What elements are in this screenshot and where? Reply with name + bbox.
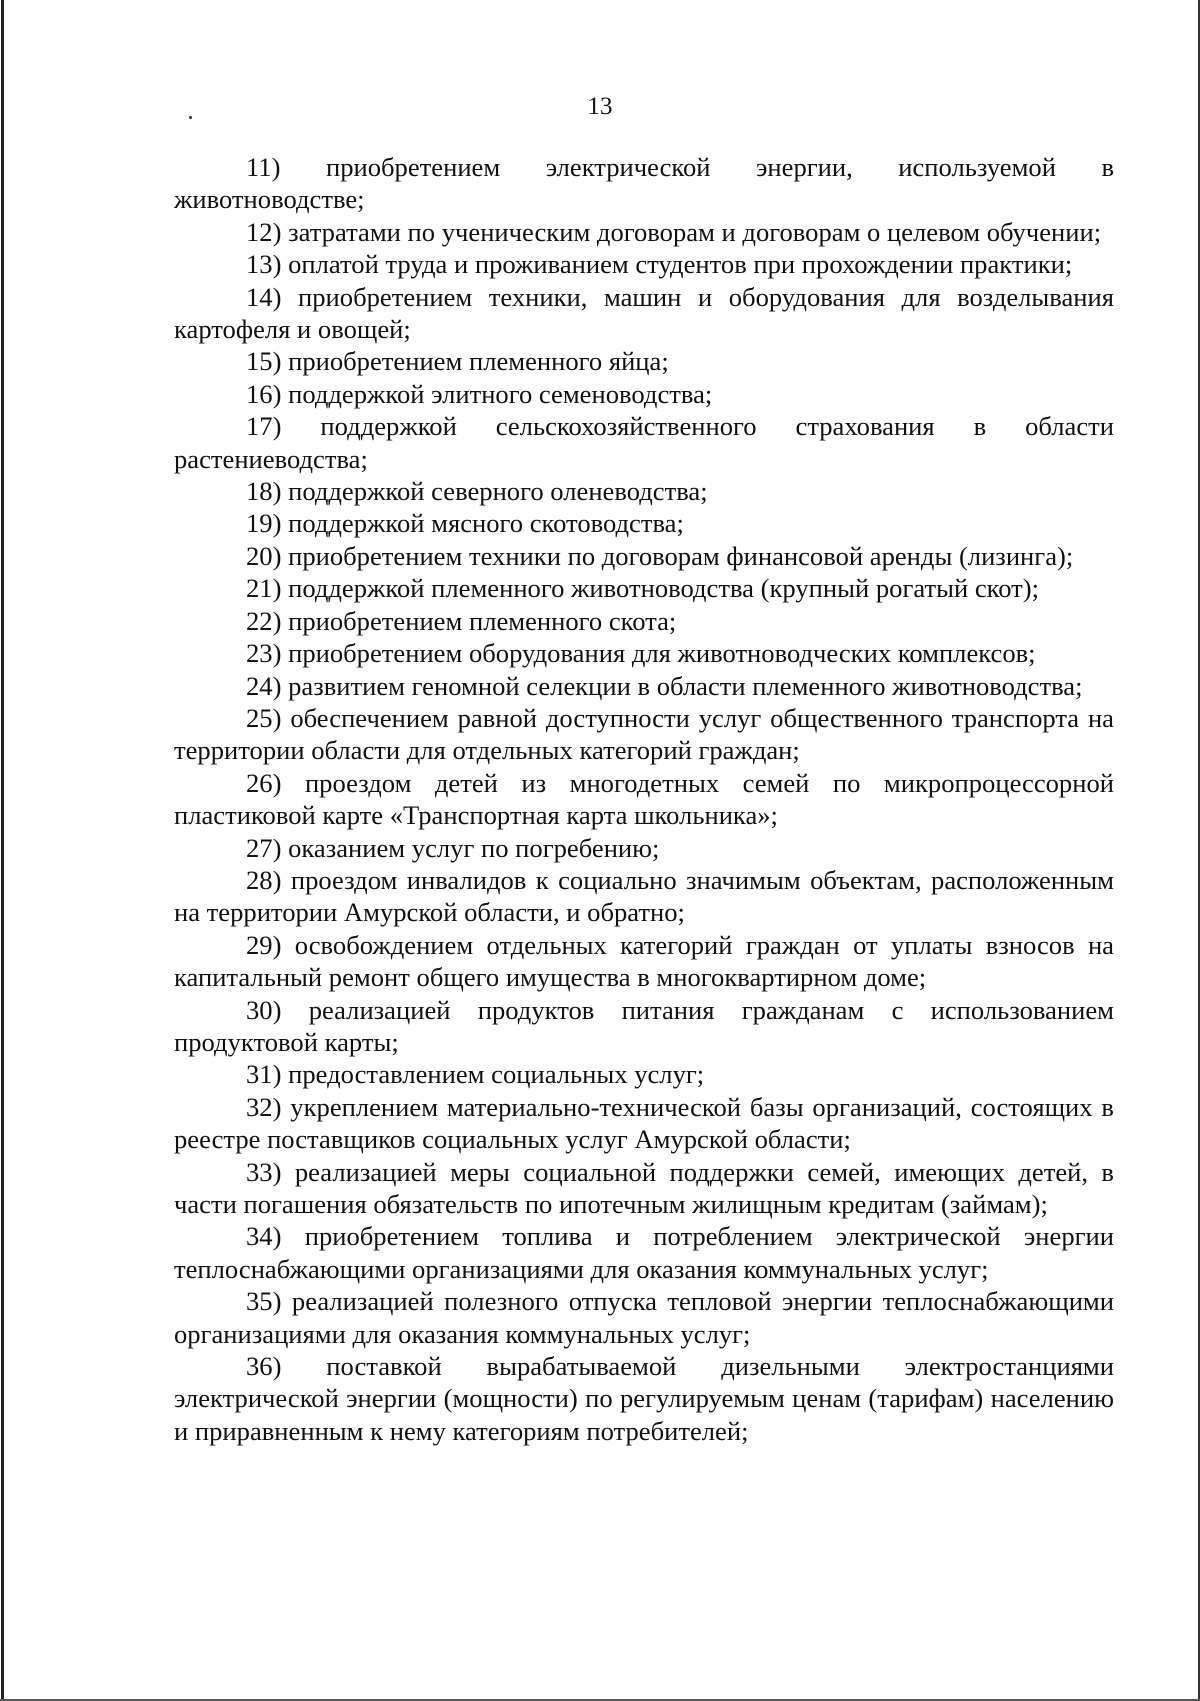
list-item: 30) реализацией продуктов питания гражданам с использованием продуктовой карты;	[174, 994, 1114, 1057]
list-item: 33) реализацией меры социальной поддержки семей, имеющих детей, в части погашения обязательств по ипотечным жилищным кредитам (займам);	[174, 1156, 1114, 1219]
list-item: 32) укреплением материально-технической базы организаций, состоящих в реестре поставщиков социальных услуг Амурской области;	[174, 1091, 1114, 1155]
list-item: 28) проездом инвалидов к социально значимым объектам, расположенным на территории Амурской области, и обратно;	[174, 864, 1114, 928]
list-item: 35) реализацией полезного отпуска тепловой энергии теплоснабжающими организациями для оказания коммунальных услуг;	[174, 1286, 1114, 1349]
scan-left-edge	[1, 0, 4, 1701]
list-item: 22) приобретением племенного скота;	[246, 605, 677, 636]
list-item: 23) приобретением оборудования для животноводческих комплексов;	[246, 638, 1036, 669]
list-item: 26) проездом детей из многодетных семей по микропроцессорной пластиковой карте «Транспортная карта школьника»;	[174, 767, 1114, 831]
list-item: 20) приобретением техники по договорам финансовой аренды (лизинга);	[246, 540, 1074, 571]
list-item: 18) поддержкой северного оленеводства;	[246, 476, 708, 507]
list-item: 27) оказанием услуг по погребению;	[246, 832, 660, 863]
list-item: 16) поддержкой элитного семеноводства;	[246, 378, 713, 409]
list-item: 24) развитием геномной селекции в области племенного животноводства;	[246, 670, 1083, 701]
list-item: 15) приобретением племенного яйца;	[246, 346, 669, 377]
list-item: 11) приобретением электрической энергии, используемой в животноводстве;	[174, 152, 1114, 215]
document-body	[174, 151, 1114, 1447]
list-item: 31) предоставлением социальных услуг;	[246, 1059, 705, 1090]
list-item: 13) оплатой труда и проживанием студентов при прохождении практики;	[246, 249, 1073, 280]
list-item: 19) поддержкой мясного скотоводства;	[246, 508, 684, 539]
list-item: 21) поддержкой племенного животноводства (крупный рогатый скот);	[246, 573, 1040, 604]
list-item: 34) приобретением топлива и потреблением электрической энергии теплоснабжающими организациями для оказания коммунальных услуг;	[174, 1221, 1114, 1284]
list-item: 29) освобождением отдельных категорий граждан от уплаты взносов на капитальный ремонт общего имущества в многоквартирном доме;	[174, 929, 1114, 993]
list-item: 17) поддержкой сельскохозяйственного страхования в области растениеводства;	[174, 411, 1114, 474]
list-item: 12) затратами по ученическим договорам и договорам о целевом обучении;	[246, 216, 1102, 247]
list-item: 25) обеспечением равной доступности услуг общественного транспорта на территории области для отдельных категорий граждан;	[174, 702, 1114, 766]
list-item: 36) поставкой вырабатываемой дизельными электростанциями электрической энергии (мощности) по регулируемым ценам (тарифам) населению и приравненным к нему категориям потребителей;	[174, 1351, 1114, 1446]
list-item: 14) приобретением техники, машин и оборудования для возделывания картофеля и овощей;	[174, 281, 1114, 345]
page-number: 13	[587, 93, 613, 120]
